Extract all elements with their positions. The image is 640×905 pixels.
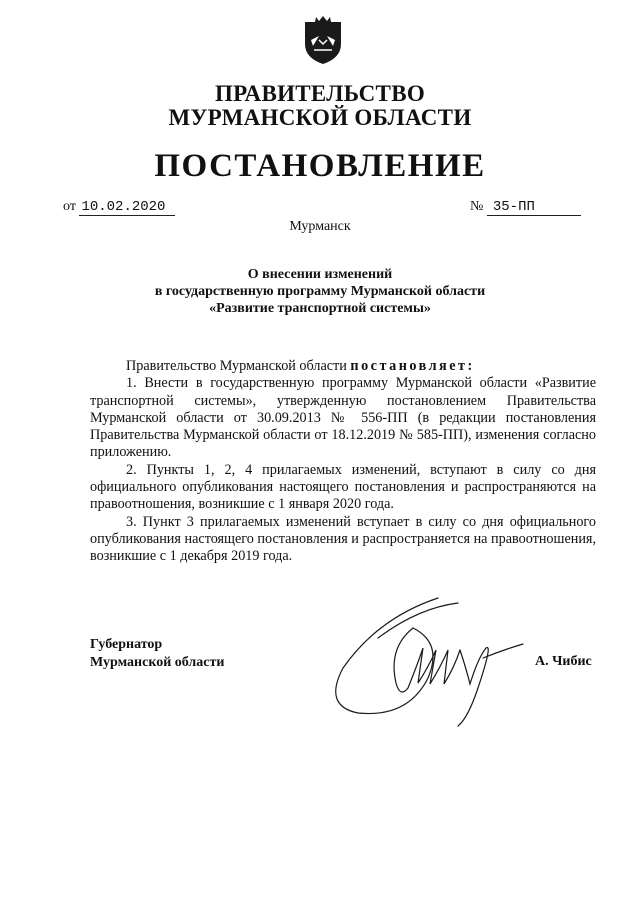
signatory-name: А. Чибис	[535, 654, 592, 669]
date-prefix: от	[63, 199, 76, 214]
signatory-title	[90, 636, 224, 672]
document-type-heading: ПОСТАНОВЛЕНИЕ	[154, 148, 486, 184]
number-value: 35-ПП	[487, 199, 581, 216]
paragraph-1: 1. Внести в государственную программу Мурманской области «Развитие транспортной системы», утвержденную постановлением Правительства Мурманской области от 30.09.2013 № 556-ПП (в редакции постановления Правительства Мурманской области от 18.12.2019 № 585-ПП), изменения согласно приложению.	[90, 375, 596, 461]
signatory-title-line1: Губернатор	[90, 637, 163, 652]
number-prefix: №	[470, 199, 484, 214]
signatory-title-line2: Мурманской области	[90, 655, 225, 670]
city-label: Мурманск	[289, 219, 351, 234]
subject-line2: в государственную программу Мурманской области	[154, 284, 486, 299]
paragraph-2: 2. Пункты 1, 2, 4 прилагаемых изменений, вступают в силу со дня официального опубликования настоящего постановления и распространяются на правоотношения, возникшие с 1 января 2020 года.	[90, 461, 596, 513]
document-body	[90, 358, 596, 566]
document-date	[63, 199, 175, 216]
body-intro	[90, 358, 596, 375]
document-subject	[0, 266, 640, 317]
coat-of-arms-icon	[302, 14, 344, 66]
intro-text: Правительство Мурманской области	[126, 358, 351, 374]
date-value: 10.02.2020	[79, 199, 175, 216]
subject-line3: «Развитие транспортной системы»	[209, 301, 431, 316]
paragraph-3: 3. Пункт 3 прилагаемых изменений вступает в силу со дня официального опубликования настоящего постановления и распространяется на правоотношения, возникшие с 1 декабря 2019 года.	[90, 513, 596, 565]
org-title-line1: ПРАВИТЕЛЬСТВО	[214, 81, 426, 106]
org-title-line2: МУРМАНСКОЙ ОБЛАСТИ	[168, 105, 472, 130]
handwritten-signature	[318, 588, 533, 728]
intro-emphasis: постановляет:	[350, 358, 475, 374]
subject-line1: О внесении изменений	[247, 267, 393, 282]
document-number	[470, 199, 581, 216]
